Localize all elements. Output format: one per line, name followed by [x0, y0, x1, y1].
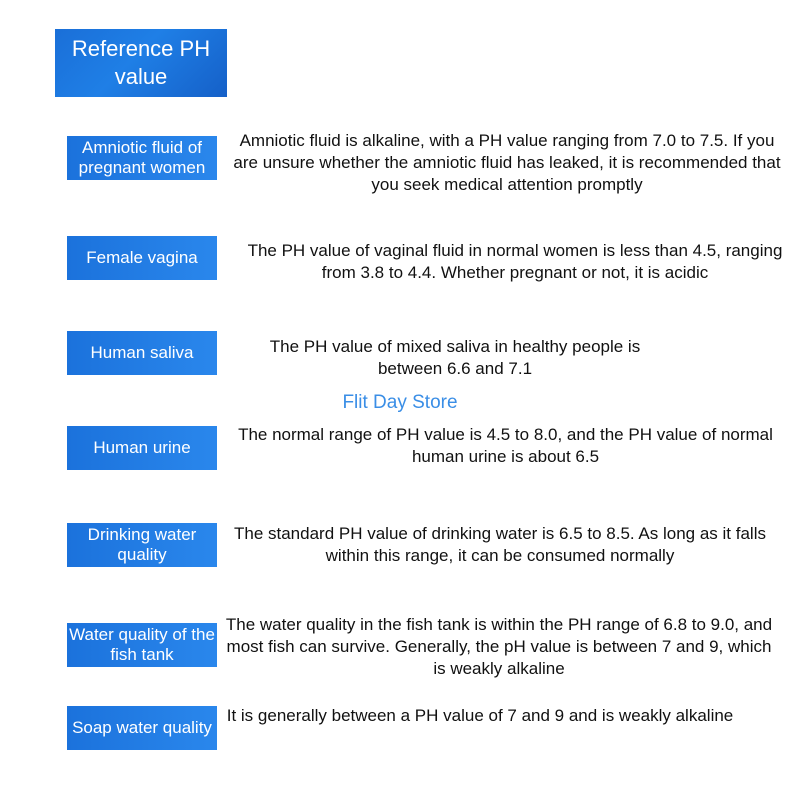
store-watermark: Flit Day Store — [342, 392, 458, 413]
label-drinking-water: Drinking water quality — [67, 523, 217, 567]
desc-fish-tank: The water quality in the fish tank is within the PH range of 6.8 to 9.0, and most fish can survive. Generally, the pH value is between 7 and 9, which is weakly alkaline — [225, 615, 773, 678]
label-fish-tank: Water quality of the fish tank — [67, 623, 217, 667]
desc-female-vagina: The PH value of vaginal fluid in normal women is less than 4.5, ranging from 3.8 to 4.4. Whether pregnant or not, it is acidic — [247, 241, 783, 282]
label-human-urine: Human urine — [67, 426, 217, 470]
desc-human-urine: The normal range of PH value is 4.5 to 8.0, and the PH value of normal human urine is about 6.5 — [238, 425, 773, 466]
page-title: Reference PH value — [55, 29, 227, 97]
label-soap-water: Soap water quality — [67, 706, 217, 750]
label-female-vagina: Female vagina — [67, 236, 217, 280]
label-human-saliva: Human saliva — [67, 331, 217, 375]
label-amniotic-fluid: Amniotic fluid of pregnant women — [67, 136, 217, 180]
desc-amniotic-fluid: Amniotic fluid is alkaline, with a PH value ranging from 7.0 to 7.5. If you are unsure whether the amniotic fluid has leaked, it is recommended that you seek medical attention promptly — [233, 131, 781, 194]
desc-soap-water: It is generally between a PH value of 7 and 9 and is weakly alkaline — [226, 706, 734, 725]
desc-drinking-water: The standard PH value of drinking water is 6.5 to 8.5. As long as it falls within this range, it can be consumed normally — [233, 524, 766, 565]
desc-human-saliva: The PH value of mixed saliva in healthy people is between 6.6 and 7.1 — [269, 337, 641, 378]
